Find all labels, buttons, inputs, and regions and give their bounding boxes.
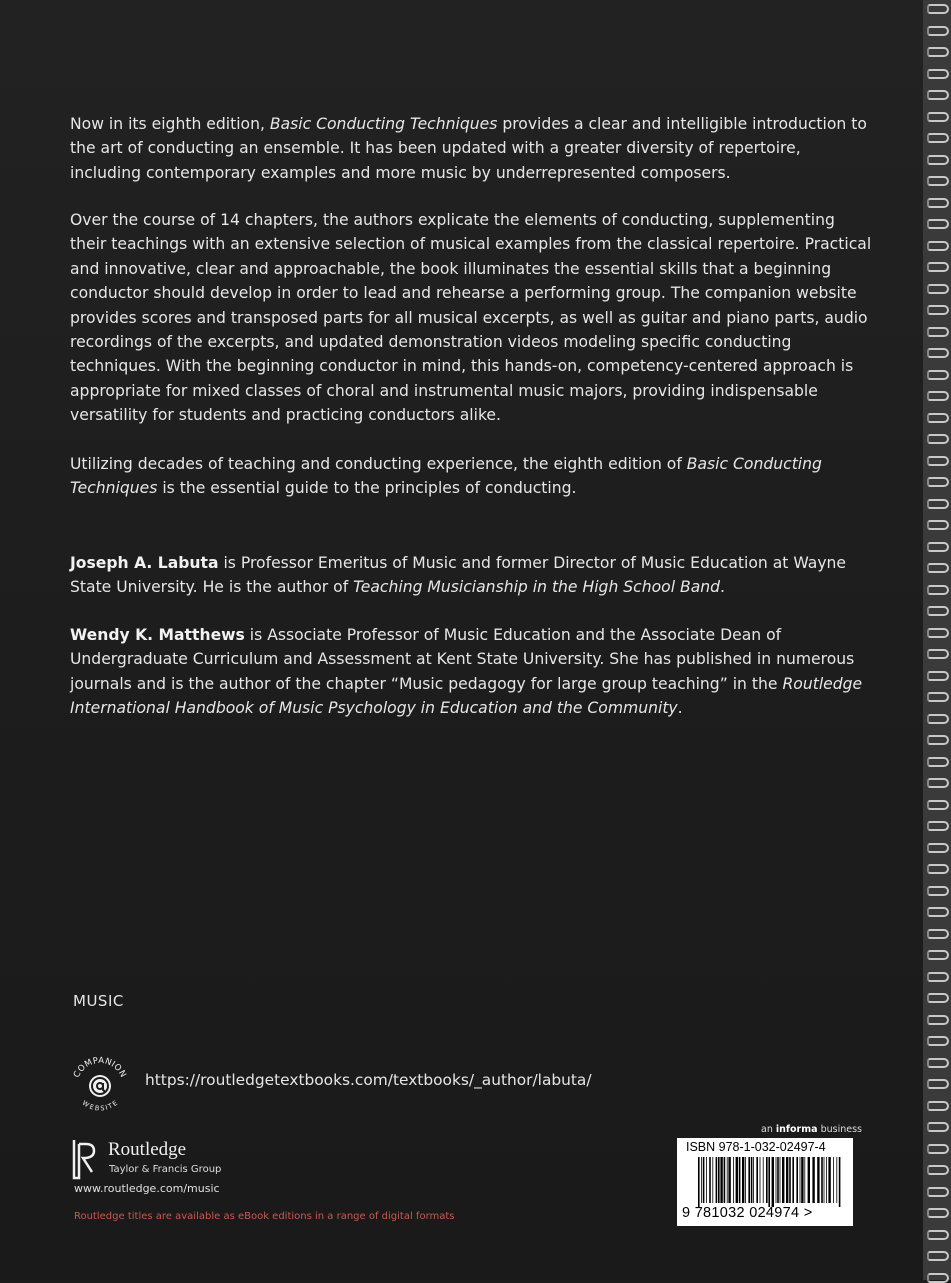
barcode-bar [768, 1157, 770, 1207]
barcode-bar [776, 1157, 777, 1203]
barcode-bar [782, 1157, 784, 1203]
barcode-bar [800, 1157, 801, 1203]
barcode-bar [720, 1157, 722, 1203]
spiral-coil [927, 133, 949, 143]
spiral-coil [927, 1015, 949, 1025]
barcode-bar [772, 1157, 774, 1207]
spiral-coil [927, 391, 949, 401]
barcode-bar [836, 1157, 837, 1203]
spiral-coil [927, 1187, 949, 1197]
spiral-coil [927, 1273, 949, 1283]
spiral-coil [927, 606, 949, 616]
bio-book-title: Routledge International Handbook of Music Psychology in Education and the Community [70, 674, 863, 718]
barcode-bar [786, 1157, 788, 1203]
barcode-bar [792, 1157, 794, 1203]
barcode-bar [824, 1157, 825, 1203]
spiral-coil [927, 1230, 949, 1240]
barcode-bar [821, 1157, 823, 1203]
blurb-text: provides a clear and intelligible introduction to the art of conducting an ensemble. It has been updated with a greater diversity of repertoire, including contemporary examples and more music by underrepresented composers. [70, 115, 867, 182]
spiral-coil [927, 864, 949, 874]
blurb-text: Utilizing decades of teaching and conducting experience, the eighth edition of [70, 455, 687, 473]
companion-website-url[interactable]: https://routledgetextbooks.com/textbooks/_author/labuta/ [145, 1071, 592, 1089]
spiral-coil [927, 950, 949, 960]
spiral-coil [927, 4, 949, 14]
spiral-coil [927, 886, 949, 896]
spiral-coil [927, 155, 949, 165]
barcode-bar [804, 1157, 805, 1203]
bio-text: is Professor Emeritus of Music and former Director of Music Education at Wayne State University. He is the author of [70, 554, 847, 597]
subject-category: MUSIC [73, 992, 124, 1010]
barcode-bar [826, 1157, 827, 1203]
companion-bottom-text: WEBSITE [80, 1098, 120, 1113]
barcode-bars [698, 1157, 843, 1207]
blurb-text: is the essential guide to the principles of conducting. [157, 479, 577, 498]
barcode-bar [796, 1157, 798, 1203]
isbn-barcode [677, 1138, 853, 1226]
spiral-coil [927, 520, 949, 530]
book-title: Basic Conducting Techniques [269, 115, 498, 133]
book-title: Basic Conducting Techniques [70, 455, 822, 498]
publisher-group: Taylor & Francis Group [109, 1164, 222, 1175]
spiral-coil [927, 219, 949, 229]
barcode-bar [733, 1157, 734, 1203]
companion-top-text: COMPANION [71, 1055, 129, 1080]
publisher-name: Routledge [108, 1139, 187, 1160]
author-bio-labuta [70, 551, 875, 600]
spiral-coil [927, 198, 949, 208]
barcode-bar [718, 1157, 720, 1203]
barcode-bar [745, 1157, 746, 1203]
bio-book-title: Teaching Musicianship in the High School Band [353, 578, 721, 597]
spiral-coil [927, 542, 949, 552]
blurb-paragraph-1 [70, 112, 875, 185]
spiral-coil [927, 176, 949, 186]
informa-tagline: an informa business [761, 1124, 862, 1135]
barcode-bar [716, 1157, 718, 1203]
spiral-coil [927, 413, 949, 423]
ebook-note: Routledge titles are available as eBook editions in a range of digital formats [74, 1211, 455, 1222]
spiral-coil [927, 649, 949, 659]
spiral-coil [927, 735, 949, 745]
barcode-bar [777, 1157, 779, 1203]
barcode-bar [701, 1157, 702, 1203]
spiral-coil [927, 671, 949, 681]
spiral-coil [927, 1101, 949, 1111]
bio-text: . [677, 699, 683, 718]
barcode-bar [839, 1157, 841, 1207]
publisher-url[interactable]: www.routledge.com/music [74, 1182, 220, 1195]
barcode-bar [789, 1157, 791, 1203]
spiral-coil [927, 993, 949, 1003]
barcode-bar [766, 1157, 768, 1203]
barcode-bar [739, 1157, 741, 1203]
spiral-coil [927, 821, 949, 831]
spiral-coil [927, 1058, 949, 1068]
spiral-coil [927, 843, 949, 853]
routledge-r-icon [72, 1138, 98, 1182]
barcode-bar [727, 1157, 728, 1203]
spiral-coil [927, 1165, 949, 1175]
spiral-coil [927, 262, 949, 272]
barcode-bar [706, 1157, 707, 1203]
spiral-coil [927, 907, 949, 917]
spiral-coil [927, 47, 949, 57]
spiral-coil [927, 26, 949, 36]
blurb-paragraph-3 [70, 452, 875, 501]
spiral-coil [927, 563, 949, 573]
spiral-coil [927, 1251, 949, 1261]
bio-text: . [720, 578, 726, 597]
spiral-coil [927, 628, 949, 638]
spiral-coil [927, 778, 949, 788]
spiral-coil [927, 585, 949, 595]
barcode-bar [703, 1157, 705, 1203]
barcode-bar [712, 1157, 713, 1203]
blurb-text: Over the course of 14 chapters, the authors explicate the elements of conducting, supplementing their teachings with an extensive selection of musical examples from the classical repertoire. Practical and innovative, clear and approachable, the book illuminates the essential skills that a beginning conductor should develop in order to lead and rehearse a performing group. The companion website provides scores and transposed parts for all musical excerpts, as well as guitar and piano parts, audio recordings of the excerpts, and updated demonstration videos modeling specific conducting techniques. With the beginning conductor in mind, this hands-on, competency-centered approach is appropriate for mixed classes of choral and instrumental music majors, providing indispensable versatility for students and practicing conductors alike. [70, 211, 872, 425]
spiral-coil [927, 929, 949, 939]
blurb-paragraph-2 [70, 208, 875, 428]
spiral-coil [927, 1122, 949, 1132]
spiral-coil [927, 499, 949, 509]
spiral-coil [927, 370, 949, 380]
spiral-coil [927, 456, 949, 466]
spiral-coil [927, 800, 949, 810]
spiral-coil [927, 305, 949, 315]
barcode-bar [808, 1157, 810, 1203]
barcode-bar [709, 1157, 711, 1203]
barcode-digits: 9 781032 024974 > [682, 1205, 813, 1221]
barcode-bar [828, 1157, 830, 1203]
barcode-bar [748, 1157, 750, 1203]
spiral-binding [923, 0, 951, 1280]
at-sign-icon [89, 1075, 111, 1097]
spiral-coil [927, 69, 949, 79]
spiral-coil [927, 348, 949, 358]
spiral-coil [927, 1079, 949, 1089]
barcode-bar [833, 1157, 834, 1203]
spiral-coil [927, 972, 949, 982]
companion-website-badge [68, 1052, 132, 1116]
spiral-coil [927, 714, 949, 724]
spiral-coil [927, 327, 949, 337]
spiral-coil [927, 112, 949, 122]
spiral-coil [927, 434, 949, 444]
author-name: Wendy K. Matthews [70, 626, 245, 644]
spiral-coil [927, 1144, 949, 1154]
barcode-bar [812, 1157, 814, 1203]
spiral-coil [927, 241, 949, 251]
spiral-coil [927, 477, 949, 487]
spiral-coil [927, 692, 949, 702]
spiral-coil [927, 90, 949, 100]
barcode-bar [728, 1157, 730, 1203]
barcode-bar [801, 1157, 803, 1203]
barcode-bar [756, 1157, 758, 1203]
barcode-bar [817, 1157, 819, 1203]
barcode-bar [753, 1157, 754, 1203]
barcode-bar [751, 1157, 753, 1203]
barcode-bar [724, 1157, 726, 1203]
author-name: Joseph A. Labuta [70, 554, 219, 572]
barcode-bar [760, 1157, 761, 1203]
barcode-bar [698, 1157, 700, 1207]
barcode-bar [736, 1157, 738, 1203]
barcode-bar [742, 1157, 744, 1203]
isbn-number: ISBN 978-1-032-02497-4 [686, 1140, 826, 1154]
barcode-bar [780, 1157, 781, 1203]
spiral-coil [927, 1036, 949, 1046]
barcode-bar [763, 1157, 764, 1203]
spiral-coil [927, 1208, 949, 1218]
bio-text: is Associate Professor of Music Education and the Associate Dean of Undergraduate Curriculum and Assessment at Kent State University. She has published in numerous journals and is the author of the chapter “Music pedagogy for large group teaching” in the [70, 626, 855, 693]
spiral-coil [927, 284, 949, 294]
svg-text:WEBSITE [81, 1099, 120, 1113]
spiral-coil [927, 757, 949, 767]
author-bio-matthews [70, 623, 875, 721]
blurb-text: Now in its eighth edition, [70, 115, 270, 133]
